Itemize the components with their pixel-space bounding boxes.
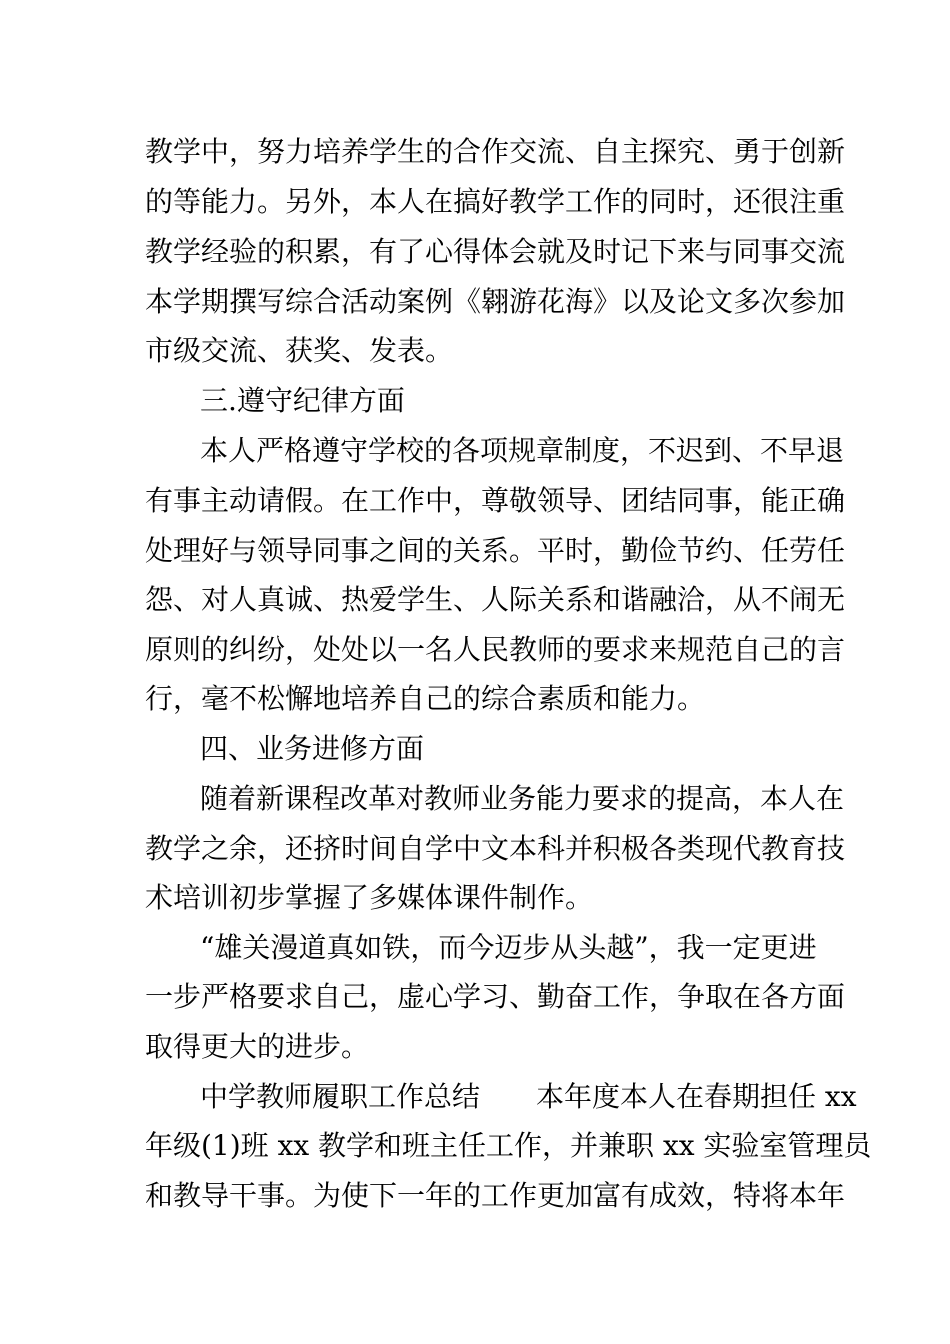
text-line: 教学经验的积累，有了心得体会就及时记下来与同事交流	[145, 235, 846, 268]
text-line: 和教导干事。为使下一年的工作更加富有成效，特将本年	[145, 1179, 846, 1212]
text-line: 行，毫不松懈地培养自己的综合素质和能力。	[145, 682, 706, 715]
text-line: 本人严格遵守学校的各项规章制度，不迟到、不早退	[200, 434, 845, 467]
text-line: 中学教师履职工作总结 本年度本人在春期担任 xx	[200, 1080, 857, 1113]
text-line: 取得更大的进步。	[145, 1030, 370, 1063]
text-line: 原则的纠纷，处处以一名人民教师的要求来规范自己的言	[145, 633, 846, 666]
text-line: 处理好与领导同事之间的关系。平时，勤俭节约、任劳任	[145, 534, 846, 567]
text-line: “雄关漫道真如铁，而今迈步从头越”，我一定更进	[200, 931, 817, 964]
text-line: 市级交流、获奖、发表。	[145, 334, 454, 367]
section-heading: 三.遵守纪律方面	[200, 384, 405, 417]
section-heading: 四、业务进修方面	[200, 732, 425, 765]
text-line: 教学之余，还挤时间自学中文本科并积极各类现代教育技	[145, 832, 846, 865]
text-line: 术培训初步掌握了多媒体课件制作。	[145, 881, 594, 914]
text-line: 的等能力。另外，本人在搞好教学工作的同时，还很注重	[145, 185, 846, 218]
text-line: 怨、对人真诚、热爱学生、人际关系和谐融洽，从不闹无	[145, 583, 846, 616]
text-line: 有事主动请假。在工作中，尊敬领导、团结同事，能正确	[145, 484, 846, 517]
text-line: 一步严格要求自己，虚心学习、勤奋工作，争取在各方面	[145, 980, 846, 1013]
text-line: 本学期撰写综合活动案例《翱游花海》以及论文多次参加	[145, 285, 846, 318]
text-line: 随着新课程改革对教师业务能力要求的提高，本人在	[200, 782, 845, 815]
text-line: 年级(1)班 xx 教学和班主任工作，并兼职 xx 实验室管理员	[145, 1129, 872, 1162]
text-line: 教学中，努力培养学生的合作交流、自主探究、勇于创新	[145, 135, 846, 168]
